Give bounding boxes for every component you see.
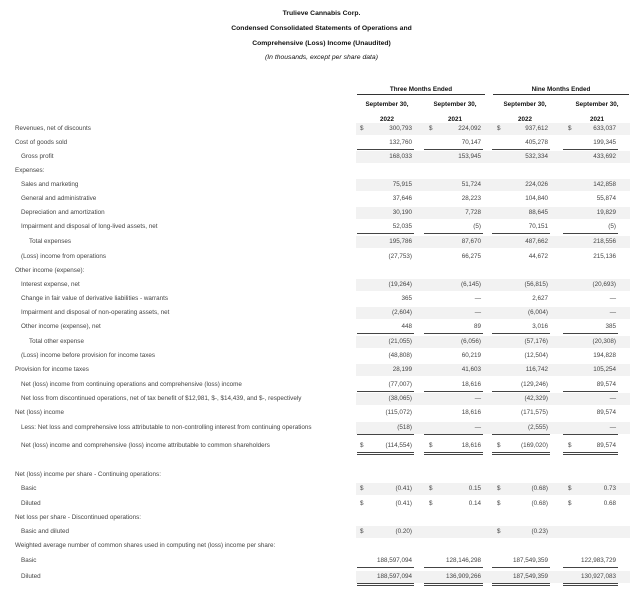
cell-value: 187,549,359 [512, 557, 548, 564]
cell-value: (6,145) [461, 281, 481, 288]
subtotal-rule [424, 434, 483, 435]
currency-symbol: $ [568, 485, 572, 492]
cell-value: 385 [605, 323, 616, 330]
cell-value: (171,575) [521, 409, 548, 416]
cell-value: 136,909,266 [445, 573, 481, 580]
cell-value: 132,760 [389, 139, 412, 146]
row-label: Net loss per share - Discontinued operations: [15, 514, 142, 521]
cell-value: 0.15 [468, 485, 481, 492]
subtotal-rule [357, 149, 414, 150]
subtotal-rule [357, 233, 414, 234]
row-label: Net (loss) income per share - Continuing operations: [15, 471, 161, 478]
subtotal-rule [563, 233, 618, 234]
subtotal-rule [424, 233, 483, 234]
row-label: Depreciation and amortization [21, 209, 105, 216]
cell-value: 153,945 [458, 153, 481, 160]
row-label: Other income (expense), net [21, 323, 101, 330]
cell-value: 37,646 [392, 195, 412, 202]
row-label: Expenses: [15, 167, 45, 174]
cell-value: 487,662 [525, 238, 548, 245]
col2-date: September 30, [433, 101, 477, 108]
cell-value: (38,065) [388, 395, 412, 402]
cell-value: 41,603 [461, 366, 481, 373]
cell-value: 199,345 [593, 139, 616, 146]
row-label: General and administrative [21, 195, 97, 202]
cell-value: 218,556 [593, 238, 616, 245]
cell-value: 2,627 [532, 295, 548, 302]
cell-value: 448 [401, 323, 412, 330]
cell-value: 433,692 [593, 153, 616, 160]
col1-year: 2022 [379, 116, 394, 123]
cell-value: 55,874 [596, 195, 616, 202]
cell-value: (129,246) [521, 381, 548, 388]
currency-symbol: $ [568, 442, 572, 449]
row-label: Weighted average number of common shares used in computing net (loss) income per share: [15, 542, 276, 549]
row-label: Net (loss) income and comprehensive (loss) income attributable to common shareholders [21, 442, 270, 449]
total-double-rule [563, 583, 618, 586]
row-label: Revenues, net of discounts [15, 125, 91, 132]
cell-value: 405,278 [525, 139, 548, 146]
cell-value: 300,793 [389, 125, 412, 132]
cell-value: 104,840 [525, 195, 548, 202]
col4-date: September 30, [575, 101, 619, 108]
currency-symbol: $ [568, 125, 572, 132]
col1-date: September 30, [365, 101, 409, 108]
currency-symbol: $ [360, 442, 364, 449]
subtotal-rule [492, 233, 550, 234]
subtotal-rule [424, 567, 483, 568]
cell-value: 215,136 [593, 253, 616, 260]
cell-value: 28,223 [461, 195, 481, 202]
cell-value: (77,007) [388, 381, 412, 388]
cell-value: 44,672 [528, 253, 548, 260]
row-label: Basic [21, 485, 37, 492]
cell-value: 122,983,729 [580, 557, 616, 564]
row-label: Diluted [21, 573, 41, 580]
cell-value: 128,146,298 [445, 557, 481, 564]
cell-value: 195,786 [389, 238, 412, 245]
cell-value: 142,858 [593, 181, 616, 188]
nine-months-header: Nine Months Ended [531, 86, 591, 93]
cell-value: — [609, 424, 616, 431]
row-label: Net (loss) income from continuing operations and comprehensive (loss) income [21, 381, 242, 388]
col4-year: 2021 [589, 116, 604, 123]
subtotal-rule [492, 333, 550, 334]
cell-value: 60,219 [461, 352, 481, 359]
cell-value: 3,016 [532, 323, 548, 330]
total-double-rule [357, 452, 414, 455]
cell-value: (0.68) [531, 485, 548, 492]
cell-value: 87,670 [461, 238, 481, 245]
cell-value: 89,574 [596, 381, 616, 388]
currency-symbol: $ [360, 528, 364, 535]
row-label: Other income (expense): [15, 267, 85, 274]
row-label: Basic [21, 557, 37, 564]
cell-value: 89 [473, 323, 481, 330]
cell-value: (57,176) [524, 338, 548, 345]
cell-value: 89,574 [596, 409, 616, 416]
cell-value: 188,597,094 [376, 573, 412, 580]
row-label: Net loss from discontinued operations, net of tax benefit of $12,981, $-, $14,439, and $-, respectively [21, 395, 302, 402]
cell-value: — [609, 295, 616, 302]
cell-value: 7,728 [465, 209, 481, 216]
col3-year: 2022 [517, 116, 532, 123]
cell-value: 116,742 [525, 366, 548, 373]
cell-value: 52,035 [392, 223, 412, 230]
cell-value: (5) [473, 223, 481, 230]
row-label: Cost of goods sold [15, 139, 68, 146]
total-double-rule [492, 583, 550, 586]
cell-value: (6,004) [528, 309, 548, 316]
cell-value: — [609, 395, 616, 402]
subtotal-rule [424, 391, 483, 392]
total-double-rule [563, 452, 618, 455]
cell-value: 224,026 [525, 181, 548, 188]
currency-symbol: $ [568, 500, 572, 507]
three-months-group [357, 86, 485, 95]
row-label: Sales and marketing [21, 181, 79, 188]
cell-value: (56,815) [524, 281, 548, 288]
cell-value: — [474, 309, 481, 316]
cell-value: 365 [401, 295, 412, 302]
total-double-rule [424, 452, 483, 455]
cell-value: 168,033 [389, 153, 412, 160]
cell-value: (20,693) [592, 281, 616, 288]
total-double-rule [424, 583, 483, 586]
cell-value: 88,645 [528, 209, 548, 216]
cell-value: (2,604) [392, 309, 412, 316]
currency-symbol: $ [497, 485, 501, 492]
cell-value: 18,616 [461, 381, 481, 388]
cell-value: 70,151 [528, 223, 548, 230]
cell-value: (2,555) [528, 424, 548, 431]
total-double-rule [357, 583, 414, 586]
cell-value: (518) [397, 424, 412, 431]
cell-value: (0.41) [395, 500, 412, 507]
cell-value: 633,037 [593, 125, 616, 132]
cell-value: 28,199 [392, 366, 412, 373]
currency-symbol: $ [497, 500, 501, 507]
cell-value: 0.68 [603, 500, 616, 507]
subtotal-rule [492, 567, 550, 568]
statement-subtitle: (In thousands, except per share data) [265, 54, 378, 61]
cell-value: 51,724 [461, 181, 481, 188]
cell-value: — [474, 295, 481, 302]
row-label: Gross profit [21, 153, 54, 160]
currency-symbol: $ [429, 125, 433, 132]
cell-value: 0.73 [603, 485, 616, 492]
cell-value: 0.14 [468, 500, 481, 507]
row-label: Less: Net loss and comprehensive loss attributable to non-controlling interest from continuing operations [21, 424, 312, 431]
cell-value: (27,753) [388, 253, 412, 260]
subtotal-rule [563, 567, 618, 568]
cell-value: (19,264) [388, 281, 412, 288]
cell-value: 30,190 [392, 209, 412, 216]
row-label: (Loss) income from operations [21, 253, 107, 260]
cell-value: (12,504) [524, 352, 548, 359]
total-double-rule [492, 452, 550, 455]
row-label: Basic and diluted [21, 528, 69, 535]
currency-symbol: $ [497, 442, 501, 449]
cell-value: — [609, 309, 616, 316]
cell-value: 70,147 [461, 139, 481, 146]
cell-value: 130,927,083 [580, 573, 616, 580]
subtotal-rule [563, 149, 618, 150]
currency-symbol: $ [497, 125, 501, 132]
subtotal-rule [424, 149, 483, 150]
cell-value: (0.41) [395, 485, 412, 492]
cell-value: (21,055) [388, 338, 412, 345]
statement-title-line2: Comprehensive (Loss) Income (Unaudited) [252, 40, 391, 47]
subtotal-rule [357, 567, 414, 568]
currency-symbol: $ [497, 528, 501, 535]
row-label: Impairment and disposal of non-operating assets, net [21, 309, 170, 316]
row-label: Total other expense [29, 338, 84, 345]
statement-title-line1: Condensed Consolidated Statements of Operations and [231, 25, 412, 32]
cell-value: (48,808) [388, 352, 412, 359]
subtotal-rule [357, 333, 414, 334]
subtotal-rule [492, 434, 550, 435]
subtotal-rule [563, 391, 618, 392]
cell-value: 187,549,359 [512, 573, 548, 580]
cell-value: 18,616 [461, 409, 481, 416]
cell-value: (115,072) [385, 409, 412, 416]
cell-value: (6,056) [461, 338, 481, 345]
col2-year: 2021 [447, 116, 462, 123]
subtotal-rule [563, 434, 618, 435]
cell-value: 105,254 [593, 366, 616, 373]
subtotal-rule [492, 149, 550, 150]
company-name: Trulieve Cannabis Corp. [282, 10, 361, 17]
row-label: Change in fair value of derivative liabilities - warrants [21, 295, 168, 302]
cell-value: 937,612 [525, 125, 548, 132]
cell-value: (114,554) [385, 442, 412, 449]
cell-value: (20,308) [592, 338, 616, 345]
subtotal-rule [424, 333, 483, 334]
cell-value: — [474, 424, 481, 431]
cell-value: 194,828 [593, 352, 616, 359]
cell-value: 75,915 [392, 181, 412, 188]
three-months-header: Three Months Ended [389, 86, 453, 93]
row-label: Provision for income taxes [15, 366, 89, 373]
currency-symbol: $ [360, 500, 364, 507]
row-label: Net (loss) income [15, 409, 64, 416]
cell-value: (169,020) [521, 442, 548, 449]
row-label: Diluted [21, 500, 41, 507]
row-label: Interest expense, net [21, 281, 80, 288]
subtotal-rule [357, 434, 414, 435]
subtotal-rule [357, 391, 414, 392]
currency-symbol: $ [360, 125, 364, 132]
col3-date: September 30, [503, 101, 547, 108]
cell-value: 66,275 [461, 253, 481, 260]
cell-value: 532,334 [525, 153, 548, 160]
cell-value: (0.68) [531, 500, 548, 507]
cell-value: 89,574 [596, 442, 616, 449]
row-label: Total expenses [29, 238, 72, 245]
cell-value: 18,616 [461, 442, 481, 449]
cell-value: (42,329) [524, 395, 548, 402]
nine-months-group [493, 86, 629, 95]
cell-value: — [474, 395, 481, 402]
cell-value: (0.23) [531, 528, 548, 535]
cell-value: 224,092 [458, 125, 481, 132]
cell-value: 188,597,094 [376, 557, 412, 564]
currency-symbol: $ [429, 442, 433, 449]
subtotal-rule [563, 333, 618, 334]
cell-value: 19,829 [596, 209, 616, 216]
cell-value: (0.20) [395, 528, 412, 535]
currency-symbol: $ [360, 485, 364, 492]
subtotal-rule [492, 391, 550, 392]
row-label: Impairment and disposal of long-lived assets, net [21, 223, 158, 230]
currency-symbol: $ [429, 485, 433, 492]
row-label: (Loss) income before provision for income taxes [21, 352, 156, 359]
cell-value: (5) [608, 223, 616, 230]
currency-symbol: $ [429, 500, 433, 507]
